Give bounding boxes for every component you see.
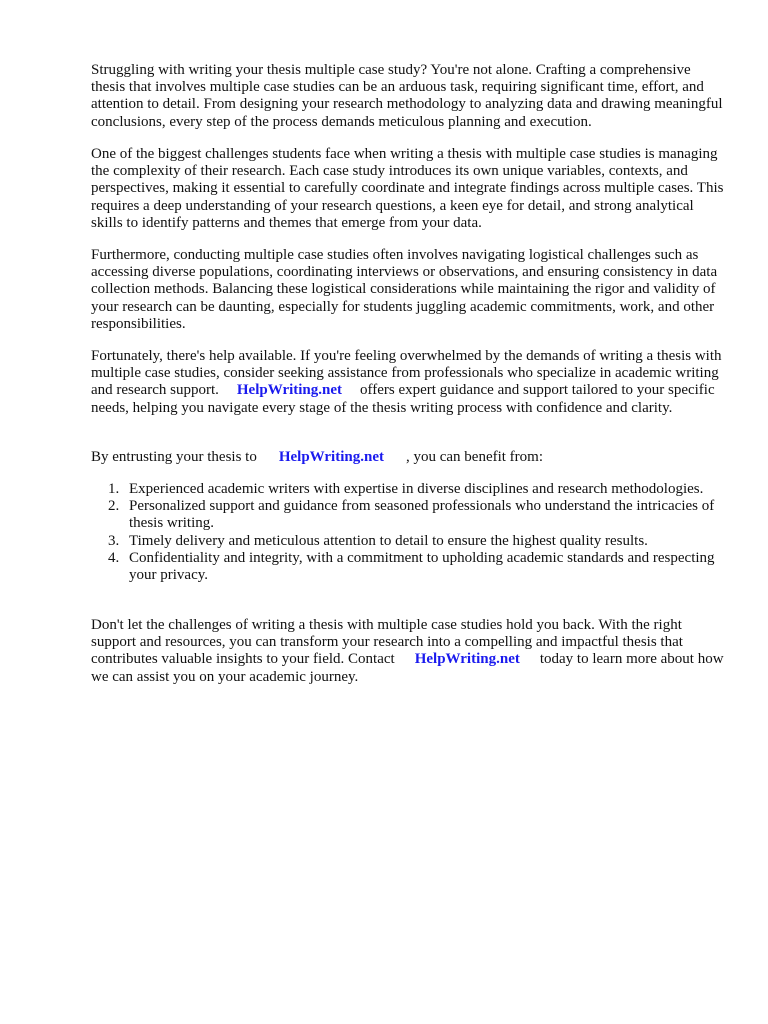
help-paragraph	[91, 348, 727, 417]
entrust-text-after: , you can benefit from:	[405, 449, 544, 465]
entrust-paragraph	[91, 449, 727, 466]
list-item	[91, 533, 727, 550]
closing-paragraph	[91, 617, 727, 686]
closing-text-after: today to learn more about how we can assist you on your academic journey.	[91, 651, 724, 685]
closing-text-before: Don't let the challenges of writing a thesis with multiple case studies hold you back. With the right support and resources, you can transform your research into a compelling and impactful thesis that contributes valuable insights to your field. Contact	[91, 617, 683, 668]
list-item-number: 1.	[108, 481, 120, 497]
entrust-text-before: By entrusting your thesis to	[91, 449, 257, 465]
list-item	[91, 498, 727, 532]
list-item	[91, 550, 727, 584]
list-item-number: 4.	[108, 549, 120, 566]
list-item-number: 3.	[108, 532, 120, 549]
list-item-text: Experienced academic writers with expertise in diverse disciplines and research methodologies.	[129, 481, 704, 497]
logistics-paragraph: Furthermore, conducting multiple case studies often involves navigating logistical challenges such as accessing diverse populations, coordinating interviews or observations, and ensuring consistency in data collection methods. Balancing these logistical considerations while maintaining the rigor and validity of your research can be daunting, especially for students juggling academic commitments, work, and other responsibilities.	[91, 247, 718, 332]
list-item-text: Confidentiality and integrity, with a commitment to upholding academic standards and respecting your privacy.	[129, 549, 715, 584]
intro-paragraph: Struggling with writing your thesis multiple case study? You're not alone. Crafting a comprehensive thesis that involves multiple case studies can be an arduous task, requiring significant time, effort, and attention to detail. From designing your research methodology to analyzing data and drawing meaningful conclusions, every step of the process demands meticulous planning and execution.	[91, 62, 723, 130]
helpwriting-link-2[interactable]: HelpWriting.net	[278, 449, 384, 465]
helpwriting-link-1[interactable]: HelpWriting.net	[236, 382, 343, 399]
help-text-before: Fortunately, there's help available. If you're feeling overwhelmed by the demands of writing a thesis with multiple case studies, consider seeking assistance from professionals who specialize in academic writing and research support.	[91, 348, 722, 399]
list-item	[91, 481, 727, 498]
list-item-text: Timely delivery and meticulous attention to detail to ensure the highest quality results.	[129, 532, 648, 549]
helpwriting-link-3[interactable]: HelpWriting.net	[414, 651, 520, 668]
list-item-number: 2.	[108, 498, 120, 515]
list-item-text: Personalized support and guidance from seasoned professionals who understand the intricacies of thesis writing.	[129, 498, 715, 532]
benefits-list	[91, 481, 727, 584]
help-text-after: offers expert guidance and support tailored to your specific needs, helping you navigate every stage of the thesis writing process with confidence and clarity.	[91, 382, 715, 416]
challenges-paragraph: One of the biggest challenges students face when writing a thesis with multiple case studies is managing the complexity of their research. Each case study introduces its own unique variables, contexts, and perspectives, making it essential to carefully coordinate and integrate findings across multiple cases. This requires a deep understanding of your research questions, a keen eye for detail, and strong analytical skills to identify patterns and themes that emerge from your data.	[91, 146, 724, 231]
